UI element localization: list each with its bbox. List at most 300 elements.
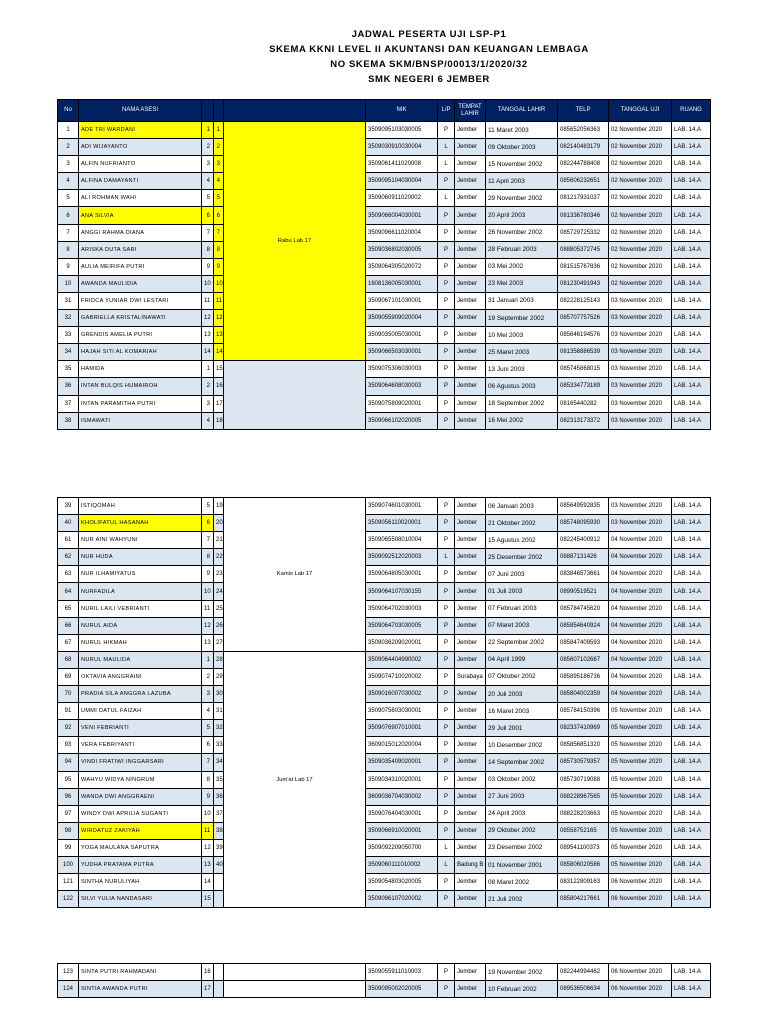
table-row [58, 207, 711, 224]
cell-tempat-lahir: Jember [455, 207, 486, 224]
title-line-2: SKEMA KKNI LEVEL II AKUNTANSI DAN KEUANGAN LEMBAGA [269, 44, 589, 55]
col-header-blank-3 [224, 100, 366, 122]
cell-tanggal-lahir: 20 April 2003 [486, 207, 558, 224]
cell-tempat-lahir: Jember [455, 839, 486, 856]
cell-nama: NURFADILA [79, 583, 202, 600]
table-row [58, 532, 711, 549]
cell-tanggal-lahir: 10 Desember 2002 [486, 737, 558, 754]
cell-seq-b: 35 [214, 771, 224, 788]
cell-nik: 3509036209020001 [366, 634, 438, 651]
cell-tanggal-uji: 02 November 2020 [609, 224, 672, 241]
cell-ruang: LAB. 14.A [672, 651, 711, 668]
cell-tempat-lahir: Jember [455, 156, 486, 173]
cell-tempat-lahir: Jember [455, 498, 486, 515]
cell-telp: 08887131426 [558, 549, 609, 566]
cell-tanggal-uji: 03 November 2020 [609, 378, 672, 395]
cell-seq-a: 8 [202, 549, 214, 566]
col-header-tempat-lahir: TEMPAT LAHIR [455, 100, 486, 122]
cell-seq-b: 8 [214, 241, 224, 258]
cell-telp: 083846573661 [558, 566, 609, 583]
cell-nama: KHOLIFATUL HASANAH [79, 515, 202, 532]
cell-no: 1 [58, 122, 79, 139]
cell-tanggal-lahir: 07 Maret 2003 [486, 617, 558, 634]
cell-seq-b: 11 [214, 292, 224, 309]
cell-seq-b: 36 [214, 788, 224, 805]
cell-schedule-group: Kamis Lab 17 [224, 498, 366, 652]
schedule-table-1 [57, 99, 711, 430]
table-row [58, 498, 711, 515]
cell-nama: ANA SILVIA [79, 207, 202, 224]
cell-nik: 3509066102020005 [366, 412, 438, 429]
table-row [58, 720, 711, 737]
cell-seq-b: 15 [214, 361, 224, 378]
col-header-tanggal-uji: TANGGAL UJI [609, 100, 672, 122]
cell-seq-a: 5 [202, 720, 214, 737]
cell-telp: 085607102687 [558, 651, 609, 668]
cell-lp: P [438, 412, 455, 429]
cell-tanggal-lahir: 25 Desember 2002 [486, 549, 558, 566]
cell-ruang: LAB. 14.A [672, 754, 711, 771]
cell-nama: AWANDA MAULIDIA [79, 275, 202, 292]
cell-ruang: LAB. 14.A [672, 156, 711, 173]
cell-ruang: LAB. 14.A [672, 600, 711, 617]
cell-nama: ALFIN NUFRIANTO [79, 156, 202, 173]
cell-lp: P [438, 686, 455, 703]
cell-seq-a: 8 [202, 241, 214, 258]
cell-tanggal-uji: 04 November 2020 [609, 583, 672, 600]
cell-tanggal-lahir: 29 Oktober 2002 [486, 822, 558, 839]
cell-telp: 085730719088 [558, 771, 609, 788]
table-row [58, 344, 711, 361]
cell-nik: 3509092209050700 [366, 839, 438, 856]
cell-tempat-lahir: Jember [455, 651, 486, 668]
cell-lp: L [438, 156, 455, 173]
cell-lp: P [438, 788, 455, 805]
table-row [58, 395, 711, 412]
cell-tanggal-lahir: 19 November 2002 [486, 964, 558, 981]
cell-tanggal-uji: 02 November 2020 [609, 241, 672, 258]
cell-no: 6 [58, 207, 79, 224]
cell-no: 94 [58, 754, 79, 771]
cell-seq-a: 2 [202, 668, 214, 685]
cell-lp: P [438, 515, 455, 532]
cell-nama: VINDI FRATIWI INGGARSARI [79, 754, 202, 771]
col-header-ruang: RUANG [672, 100, 711, 122]
cell-tanggal-lahir: 26 November 2002 [486, 224, 558, 241]
cell-tempat-lahir: Jember [455, 532, 486, 549]
cell-tanggal-uji: 02 November 2020 [609, 122, 672, 139]
cell-nik: 3509074601030001 [366, 498, 438, 515]
table-row [58, 241, 711, 258]
cell-tempat-lahir: Jember [455, 566, 486, 583]
cell-telp: 082228125143 [558, 292, 609, 309]
cell-seq-b: 10 [214, 275, 224, 292]
cell-tanggal-lahir: 09 Oktober 2003 [486, 139, 558, 156]
cell-nama: SINTA PUTRI RAHMADANI [79, 964, 202, 981]
cell-lp: P [438, 344, 455, 361]
cell-nik: 3509030910030004 [366, 139, 438, 156]
cell-nik: 3509095104030004 [366, 173, 438, 190]
cell-seq-a: 11 [202, 600, 214, 617]
cell-ruang: LAB. 14.A [672, 190, 711, 207]
cell-nama: NURIL LAILI VEBRIANTI [79, 600, 202, 617]
cell-tempat-lahir: Jember [455, 412, 486, 429]
cell-telp: 085729725332 [558, 224, 609, 241]
cell-tempat-lahir: Jember [455, 737, 486, 754]
cell-lp: L [438, 139, 455, 156]
cell-telp: 085895186736 [558, 668, 609, 685]
cell-nik: 3509064703030005 [366, 617, 438, 634]
cell-no: 8 [58, 241, 79, 258]
cell-ruang: LAB. 14.A [672, 139, 711, 156]
cell-nik: 3509095103030005 [366, 122, 438, 139]
cell-tempat-lahir: Jember [455, 891, 486, 908]
cell-ruang: LAB. 14.A [672, 241, 711, 258]
cell-lp: L [438, 190, 455, 207]
cell-no: 10 [58, 275, 79, 292]
cell-telp: 085652056363 [558, 122, 609, 139]
table-row [58, 617, 711, 634]
cell-seq-a: 13 [202, 327, 214, 344]
cell-nik: 3609036704030002 [366, 788, 438, 805]
cell-nik: 3509096107020002 [366, 891, 438, 908]
cell-telp: 081336780346 [558, 207, 609, 224]
cell-tanggal-lahir: 25 Maret 2003 [486, 344, 558, 361]
cell-lp: P [438, 891, 455, 908]
table-row [58, 600, 711, 617]
cell-tanggal-lahir: 07 Oktober 2002 [486, 668, 558, 685]
cell-schedule-empty [224, 964, 366, 981]
cell-nama: ISMAWATI [79, 412, 202, 429]
cell-no: 91 [58, 703, 79, 720]
cell-telp: 082244788408 [558, 156, 609, 173]
cell-ruang: LAB. 14.A [672, 275, 711, 292]
cell-nama: ADI WIJAYANTO [79, 139, 202, 156]
table-row [58, 327, 711, 344]
cell-telp: 085745868015 [558, 361, 609, 378]
cell-tanggal-uji: 04 November 2020 [609, 686, 672, 703]
cell-nama: NURUL HIKMAH [79, 634, 202, 651]
cell-tempat-lahir: Jember [455, 361, 486, 378]
cell-telp: 082313173372 [558, 412, 609, 429]
cell-tempat-lahir: Jember [455, 720, 486, 737]
cell-ruang: LAB. 14.A [672, 822, 711, 839]
cell-tanggal-uji: 02 November 2020 [609, 275, 672, 292]
cell-nik: 3509067101030001 [366, 292, 438, 309]
cell-tanggal-lahir: 21 Juli 2002 [486, 891, 558, 908]
cell-tanggal-uji: 04 November 2020 [609, 566, 672, 583]
cell-nama: SILVI YULIA NANDASARI [79, 891, 202, 908]
cell-lp: P [438, 600, 455, 617]
cell-tempat-lahir: Jember [455, 703, 486, 720]
cell-nama: INTAN PARAMITHA PUTRI [79, 395, 202, 412]
cell-tanggal-lahir: 19 September 2002 [486, 310, 558, 327]
cell-no: 122 [58, 891, 79, 908]
cell-seq-b: 19 [214, 498, 224, 515]
table-row [58, 292, 711, 309]
cell-seq-a: 2 [202, 378, 214, 395]
cell-ruang: LAB. 14.A [672, 668, 711, 685]
cell-telp: 085854640924 [558, 617, 609, 634]
cell-lp: L [438, 856, 455, 873]
cell-nik: 3509096611020004 [366, 224, 438, 241]
cell-tempat-lahir: Jember [455, 822, 486, 839]
cell-nik: 3509061411020008 [366, 156, 438, 173]
cell-nik: 3509035005030001 [366, 327, 438, 344]
cell-tanggal-lahir: 11 Maret 2003 [486, 122, 558, 139]
cell-seq-a: 4 [202, 173, 214, 190]
cell-telp: 085804002359 [558, 686, 609, 703]
cell-lp: P [438, 122, 455, 139]
cell-tanggal-uji: 02 November 2020 [609, 207, 672, 224]
cell-no: 7 [58, 224, 79, 241]
cell-seq-b: 40 [214, 856, 224, 873]
cell-seq-a: 9 [202, 566, 214, 583]
cell-nik: 3509075306030003 [366, 361, 438, 378]
cell-telp: 081515767836 [558, 258, 609, 275]
cell-nik: 3509016007030002 [366, 686, 438, 703]
cell-lp: P [438, 583, 455, 600]
cell-lp: P [438, 822, 455, 839]
cell-tempat-lahir: Jember [455, 874, 486, 891]
cell-lp: P [438, 310, 455, 327]
cell-seq-b [214, 964, 224, 981]
cell-seq-a: 1 [202, 651, 214, 668]
cell-ruang: LAB. 14.A [672, 566, 711, 583]
cell-lp: P [438, 395, 455, 412]
cell-no: 98 [58, 822, 79, 839]
cell-telp: 085806020586 [558, 856, 609, 873]
cell-seq-b: 9 [214, 258, 224, 275]
table-row [58, 378, 711, 395]
cell-tanggal-uji: 02 November 2020 [609, 258, 672, 275]
cell-tanggal-uji: 03 November 2020 [609, 310, 672, 327]
cell-nama: UMMI DATUL FAIZAH [79, 703, 202, 720]
cell-tempat-lahir: Jember [455, 327, 486, 344]
cell-seq-a: 12 [202, 310, 214, 327]
cell-lp: P [438, 498, 455, 515]
cell-lp: L [438, 839, 455, 856]
table-row [58, 190, 711, 207]
cell-tanggal-lahir: 03 Oktober 2002 [486, 771, 558, 788]
cell-nik: 3509076404030001 [366, 805, 438, 822]
cell-tempat-lahir: Badung B [455, 856, 486, 873]
cell-lp: P [438, 532, 455, 549]
document-header [0, 0, 768, 87]
table-row [58, 515, 711, 532]
cell-nama: HAJAH SITI AL KOMARIAH [79, 344, 202, 361]
cell-tanggal-uji: 04 November 2020 [609, 668, 672, 685]
cell-nik: 1608136005030001 [366, 275, 438, 292]
table-row [58, 891, 711, 908]
cell-seq-a: 14 [202, 874, 214, 891]
cell-seq-a: 3 [202, 395, 214, 412]
cell-tanggal-uji: 04 November 2020 [609, 600, 672, 617]
cell-telp: 082140483179 [558, 139, 609, 156]
cell-lp: P [438, 361, 455, 378]
table-row [58, 668, 711, 685]
cell-tanggal-uji: 06 November 2020 [609, 964, 672, 981]
cell-ruang: LAB. 14.A [672, 805, 711, 822]
cell-tempat-lahir: Jember [455, 515, 486, 532]
cell-seq-a: 7 [202, 224, 214, 241]
cell-seq-a: 8 [202, 771, 214, 788]
cell-nama: FRIDCA YUNIAR DWI LESTARI [79, 292, 202, 309]
cell-nik: 3509036802030005 [366, 241, 438, 258]
cell-telp: 085707757526 [558, 310, 609, 327]
cell-nama: NURUL MAULIDA [79, 651, 202, 668]
cell-nik: 3509060911020002 [366, 190, 438, 207]
cell-seq-b: 22 [214, 549, 224, 566]
cell-no: 121 [58, 874, 79, 891]
cell-seq-a: 7 [202, 532, 214, 549]
cell-ruang: LAB. 14.A [672, 498, 711, 515]
cell-nik: 3509076907010001 [366, 720, 438, 737]
cell-lp: P [438, 651, 455, 668]
cell-seq-a: 11 [202, 292, 214, 309]
cell-seq-b: 27 [214, 634, 224, 651]
cell-no: 32 [58, 310, 79, 327]
table-header-row [58, 100, 711, 122]
cell-no: 61 [58, 532, 79, 549]
cell-nama: YOGA MAULANA SAPUTRA [79, 839, 202, 856]
cell-nama: SINTHA NURULIYAH [79, 874, 202, 891]
cell-ruang: LAB. 14.A [672, 378, 711, 395]
table-row [58, 412, 711, 429]
cell-seq-b: 5 [214, 190, 224, 207]
cell-seq-b: 21 [214, 532, 224, 549]
cell-seq-b: 29 [214, 668, 224, 685]
cell-nama: YUDHA PRATAMA PUTRA [79, 856, 202, 873]
cell-tanggal-uji: 02 November 2020 [609, 173, 672, 190]
cell-seq-b: 33 [214, 737, 224, 754]
cell-tanggal-lahir: 29 November 2002 [486, 190, 558, 207]
cell-seq-a: 16 [202, 964, 214, 981]
cell-lp: P [438, 737, 455, 754]
cell-seq-a: 3 [202, 156, 214, 173]
table-row [58, 566, 711, 583]
cell-seq-b: 13 [214, 327, 224, 344]
cell-nik: 3509055911010003 [366, 964, 438, 981]
cell-seq-a: 12 [202, 839, 214, 856]
cell-ruang: LAB. 14.A [672, 292, 711, 309]
cell-tempat-lahir: Jember [455, 771, 486, 788]
cell-telp: 089541100373 [558, 839, 609, 856]
cell-tempat-lahir: Jember [455, 190, 486, 207]
table-row [58, 310, 711, 327]
cell-lp: P [438, 703, 455, 720]
cell-seq-b: 32 [214, 720, 224, 737]
table-row [58, 856, 711, 873]
cell-seq-b: 18 [214, 412, 224, 429]
cell-seq-b: 37 [214, 805, 224, 822]
cell-nik: 3509064404990002 [366, 651, 438, 668]
cell-tempat-lahir: Jember [455, 788, 486, 805]
cell-tanggal-uji: 04 November 2020 [609, 617, 672, 634]
cell-tanggal-lahir: 16 Mei 2002 [486, 412, 558, 429]
cell-seq-a: 15 [202, 891, 214, 908]
cell-telp: 082337410969 [558, 720, 609, 737]
cell-ruang: LAB. 14.A [672, 583, 711, 600]
cell-nama: WINDY DWI APRILIA SUGANTI [79, 805, 202, 822]
cell-nama: ARISKA DUTA SARI [79, 241, 202, 258]
cell-tempat-lahir: Jember [455, 805, 486, 822]
cell-tanggal-lahir: 29 Juli 2001 [486, 720, 558, 737]
cell-tempat-lahir: Jember [455, 224, 486, 241]
cell-telp: 088228967565 [558, 788, 609, 805]
cell-telp: 085804217661 [558, 891, 609, 908]
cell-telp: 085784745620 [558, 600, 609, 617]
cell-ruang: LAB. 14.A [672, 224, 711, 241]
cell-ruang: LAB. 14.A [672, 617, 711, 634]
cell-no: 124 [58, 981, 79, 998]
cell-tanggal-lahir: 13 Juni 2003 [486, 361, 558, 378]
cell-telp: 085606232651 [558, 173, 609, 190]
cell-tanggal-lahir: 03 Mei 2002 [486, 258, 558, 275]
cell-tempat-lahir: Jember [455, 583, 486, 600]
cell-tanggal-uji: 02 November 2020 [609, 156, 672, 173]
cell-no: 92 [58, 720, 79, 737]
cell-tempat-lahir: Jember [455, 686, 486, 703]
cell-tanggal-uji: 05 November 2020 [609, 822, 672, 839]
cell-tempat-lahir: Surabaya [455, 668, 486, 685]
table-row [58, 549, 711, 566]
cell-tanggal-uji: 03 November 2020 [609, 412, 672, 429]
cell-nama: GABRIELLA KRISTALINAWATI [79, 310, 202, 327]
cell-nama: PRADIA SILA ANGGRA LAZUBA [79, 686, 202, 703]
cell-tanggal-lahir: 07 Februari 2003 [486, 600, 558, 617]
cell-tanggal-uji: 03 November 2020 [609, 515, 672, 532]
cell-telp: 085646194576 [558, 327, 609, 344]
table-row [58, 981, 711, 998]
cell-tanggal-uji: 04 November 2020 [609, 651, 672, 668]
cell-nik: 3609015012020004 [366, 737, 438, 754]
table-row [58, 805, 711, 822]
table-row [58, 173, 711, 190]
cell-no: 34 [58, 344, 79, 361]
cell-ruang: LAB. 14.A [672, 344, 711, 361]
cell-nik: 3509055909020004 [366, 310, 438, 327]
cell-no: 62 [58, 549, 79, 566]
cell-nik: 3509066910020001 [366, 822, 438, 839]
cell-seq-b: 39 [214, 839, 224, 856]
cell-tanggal-uji: 05 November 2020 [609, 771, 672, 788]
table-row [58, 139, 711, 156]
cell-nama: ALI ROHMAN WAHI [79, 190, 202, 207]
cell-ruang: LAB. 14.A [672, 964, 711, 981]
col-header-blank-2 [214, 100, 224, 122]
cell-tanggal-lahir: 06 Januari 2003 [486, 498, 558, 515]
table-row [58, 737, 711, 754]
cell-no: 99 [58, 839, 79, 856]
cell-seq-a: 13 [202, 634, 214, 651]
cell-nama: WIRDATUZ ZAKIYAH [79, 822, 202, 839]
cell-nama: WANDA DWI ANGGRAENI [79, 788, 202, 805]
cell-no: 96 [58, 788, 79, 805]
cell-seq-b: 26 [214, 617, 224, 634]
cell-lp: P [438, 771, 455, 788]
cell-lp: P [438, 327, 455, 344]
cell-nik: 3509064805030001 [366, 566, 438, 583]
cell-tanggal-uji: 05 November 2020 [609, 754, 672, 771]
cell-ruang: LAB. 14.A [672, 549, 711, 566]
cell-lp: P [438, 207, 455, 224]
cell-tanggal-lahir: 15 November 2002 [486, 156, 558, 173]
table-row [58, 275, 711, 292]
cell-tanggal-lahir: 16 Maret 2003 [486, 703, 558, 720]
cell-tempat-lahir: Jember [455, 549, 486, 566]
cell-seq-b: 38 [214, 822, 224, 839]
